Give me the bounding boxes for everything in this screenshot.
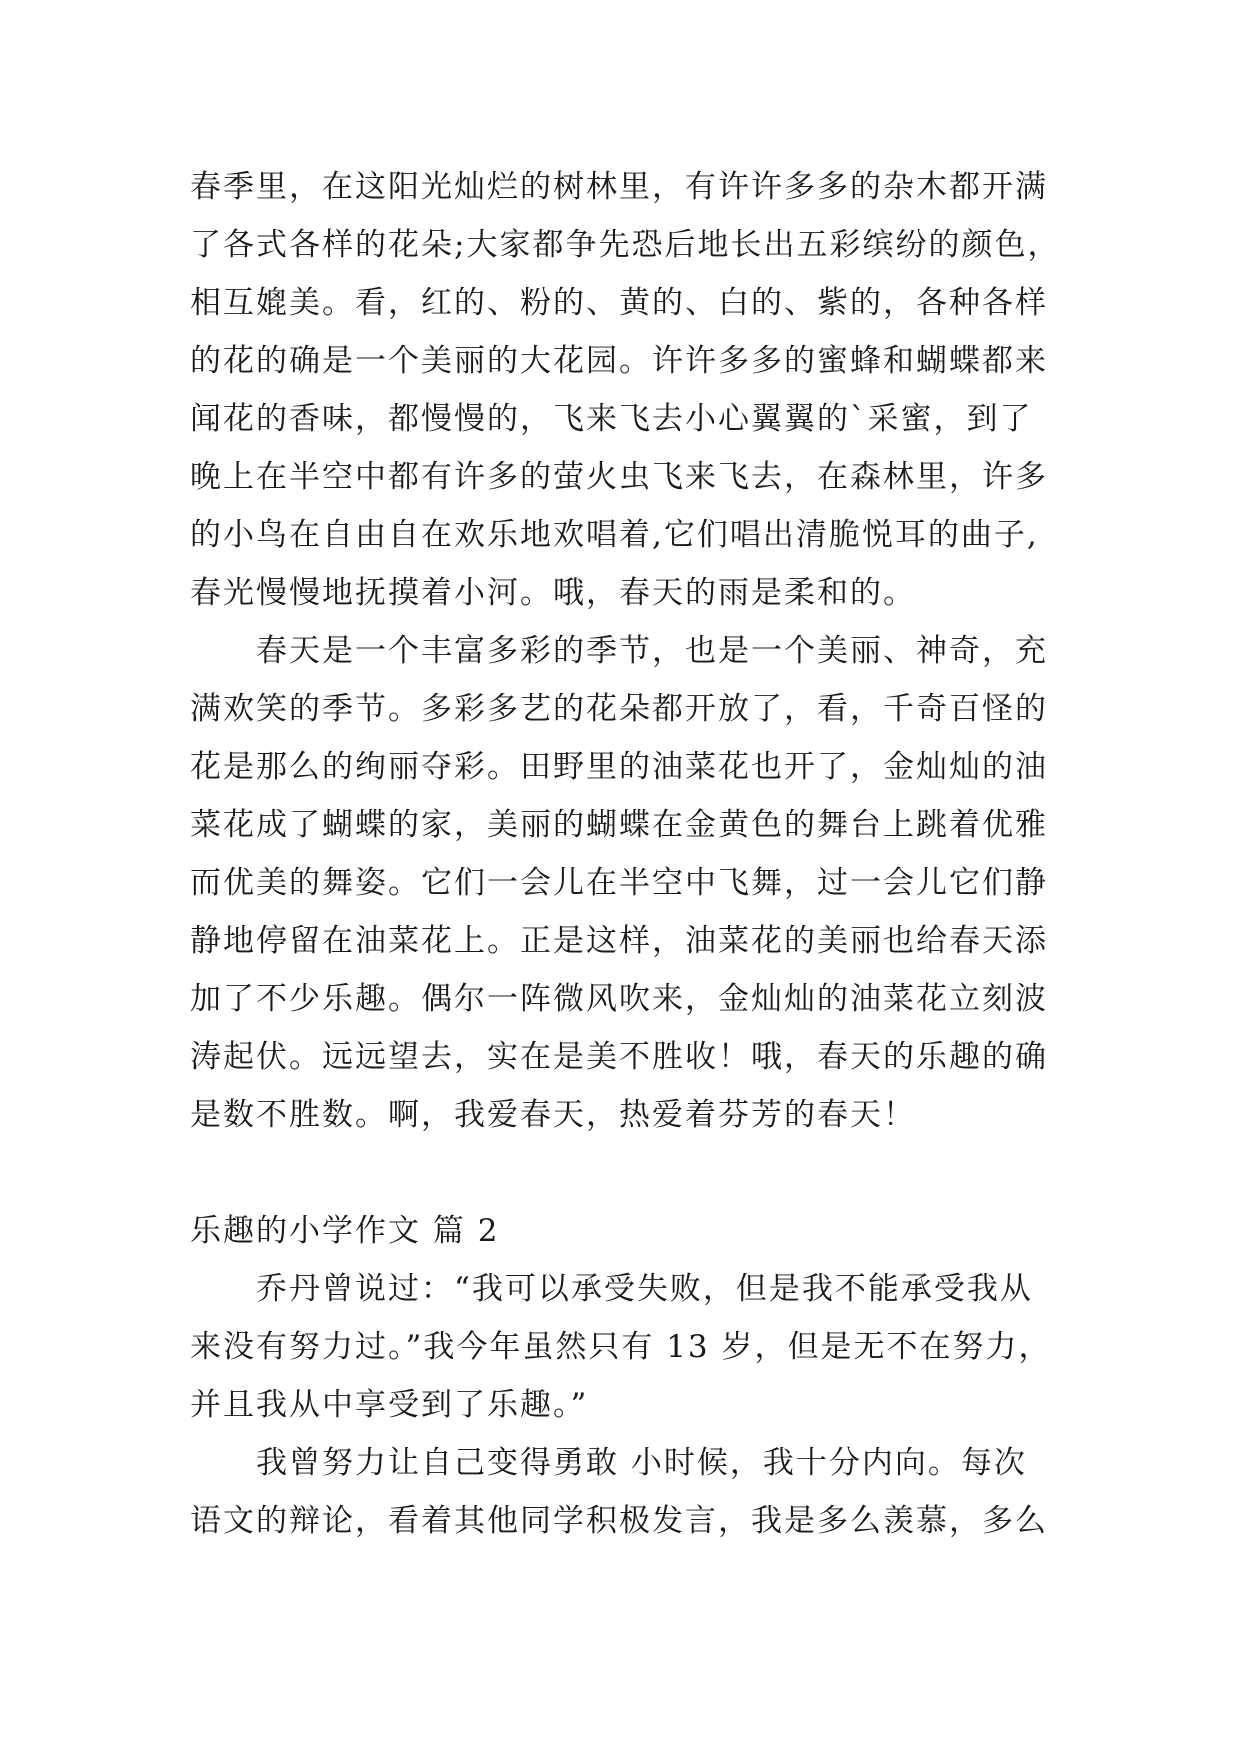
paragraph-3 (190, 1260, 1080, 1434)
text-line: 并且我从中享受到了乐趣。” (190, 1387, 589, 1423)
text-line: 乔丹曾说过：“我可以承受失败，但是我不能承受我从 (256, 1271, 1033, 1307)
text-line: 的小鸟在自由自在欢乐地欢唱着,它们唱出清脆悦耳的曲子, (190, 517, 1039, 553)
text-line: 了各式各样的花朵;大家都争先恐后地长出五彩缤纷的颜色， (190, 227, 1061, 263)
text-line: 而优美的舞姿。它们一会儿在半空中飞舞，过一会儿它们静 (190, 865, 1048, 901)
paragraph-1 (190, 158, 1080, 622)
essay-body (190, 158, 1080, 1550)
text-line: 相互媲美。看，红的、粉的、黄的、白的、紫的，各种各样 (190, 285, 1048, 321)
text-line: 闻花的香味，都慢慢的，飞来飞去小心翼翼的`采蜜，到了 (190, 401, 1033, 437)
text-line: 晚上在半空中都有许多的萤火虫飞来飞去，在森林里，许多 (190, 459, 1048, 495)
text-line: 涛起伏。远远望去，实在是美不胜收！哦，春天的乐趣的确 (190, 1039, 1048, 1075)
text-line: 春季里，在这阳光灿烂的树林里，有许许多多的杂木都开满 (190, 169, 1048, 205)
text-line: 满欢笑的季节。多彩多艺的花朵都开放了，看，千奇百怪的 (190, 691, 1048, 727)
section-heading: 乐趣的小学作文 篇 2 (190, 1213, 500, 1249)
text-line: 我曾努力让自己变得勇敢 小时候，我十分内向。每次 (256, 1445, 1027, 1481)
text-line: 语文的辩论，看着其他同学积极发言，我是多么羡慕，多么 (190, 1503, 1048, 1539)
blank-line (190, 1144, 1080, 1202)
text-line: 的花的确是一个美丽的大花园。许许多多的蜜蜂和蝴蝶都来 (190, 343, 1048, 379)
text-line: 菜花成了蝴蝶的家，美丽的蝴蝶在金黄色的舞台上跳着优雅 (190, 807, 1048, 843)
text-line: 静地停留在油菜花上。正是这样，油菜花的美丽也给春天添 (190, 923, 1048, 959)
text-line: 春光慢慢地抚摸着小河。哦，春天的雨是柔和的。 (190, 575, 916, 611)
text-line: 花是那么的绚丽夺彩。田野里的油菜花也开了，金灿灿的油 (190, 749, 1048, 785)
paragraph-4 (190, 1434, 1080, 1550)
text-line: 是数不胜数。啊，我爱春天，热爱着芬芳的春天！ (190, 1097, 916, 1133)
text-line: 春天是一个丰富多彩的季节，也是一个美丽、神奇，充 (256, 633, 1048, 669)
text-line: 来没有努力过。”我今年虽然只有 13 岁，但是无不在努力， (190, 1329, 1052, 1365)
text-line: 加了不少乐趣。偶尔一阵微风吹来，金灿灿的油菜花立刻波 (190, 981, 1048, 1017)
paragraph-2 (190, 622, 1080, 1144)
